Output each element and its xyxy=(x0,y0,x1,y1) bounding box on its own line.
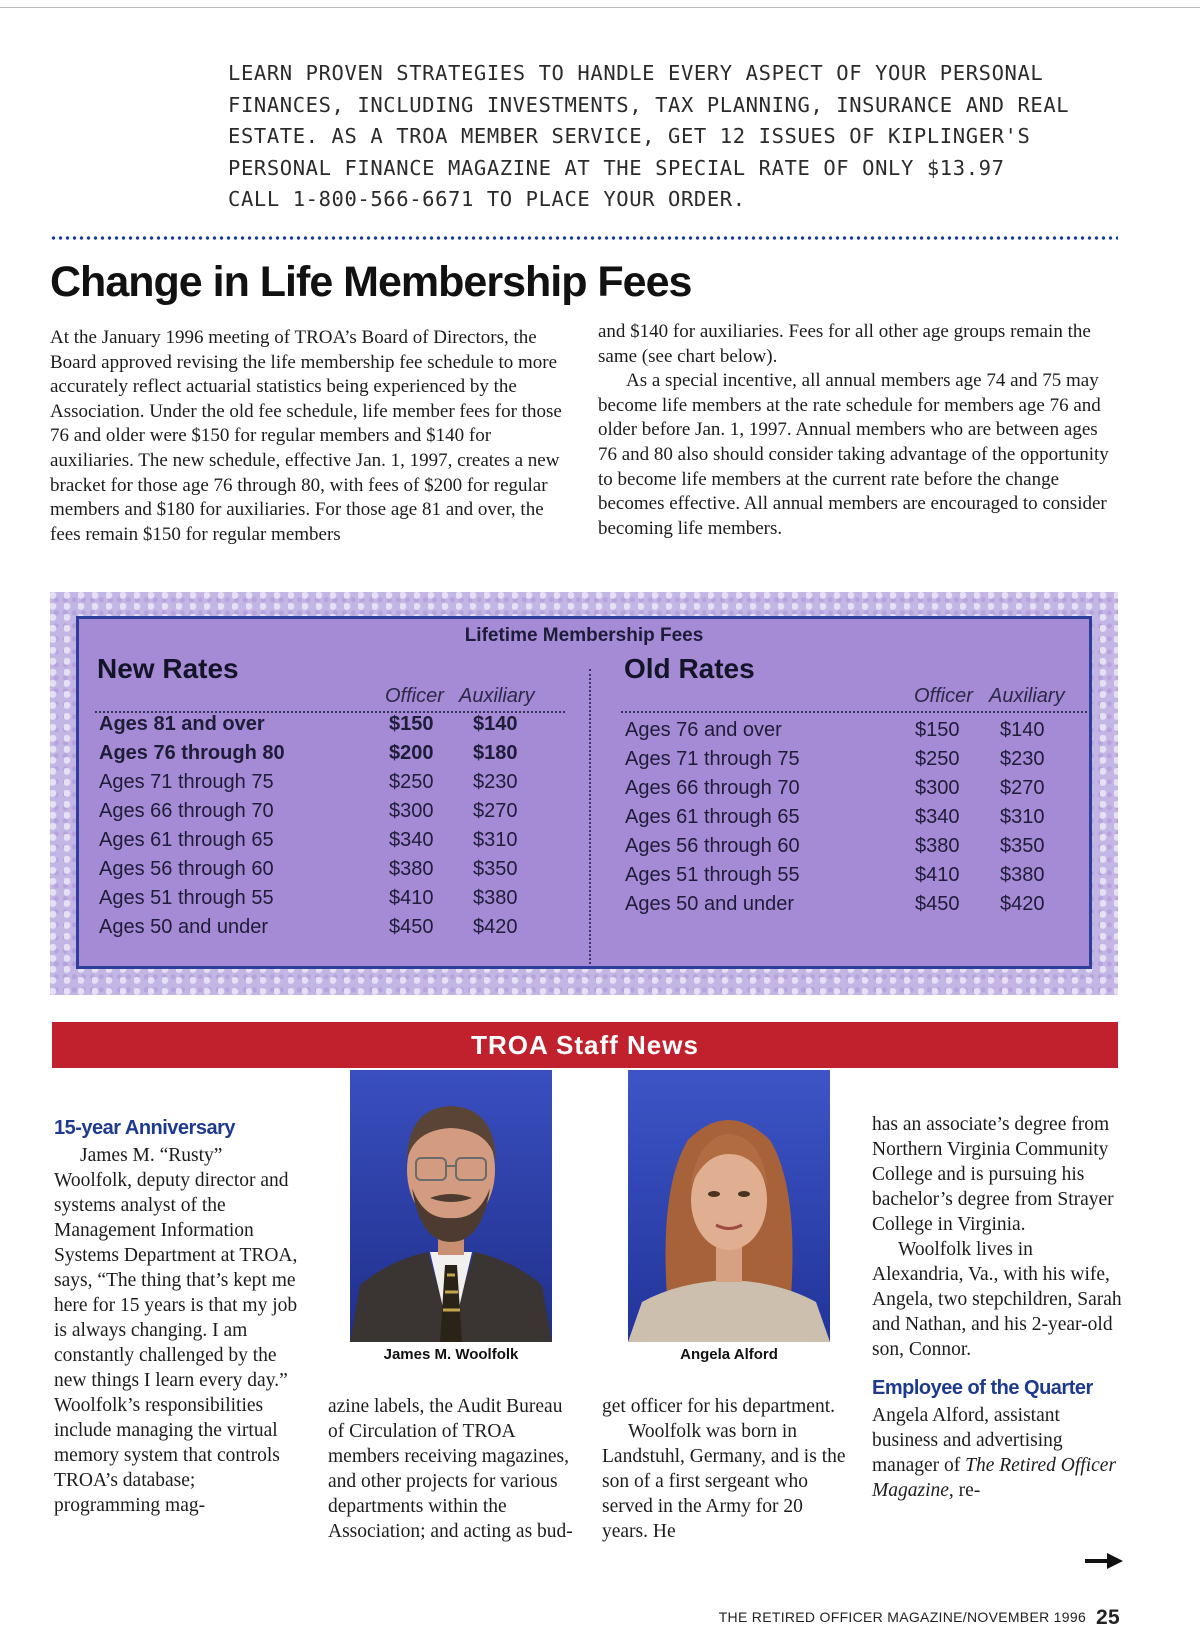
new-officer-header: Officer xyxy=(385,685,444,707)
fee-officer-value: $200 xyxy=(389,742,434,764)
fee-officer-value: $380 xyxy=(389,858,434,880)
fee-age-label: Ages 66 through 70 xyxy=(99,800,274,822)
magazine-title: The Retired Officer Magazine xyxy=(872,1455,1117,1501)
promo-line: PERSONAL FINANCE MAGAZINE AT THE SPECIAL RATE OF ONLY $13.97 xyxy=(228,155,1005,180)
fee-officer-value: $450 xyxy=(915,893,960,915)
fee-age-label: Ages 61 through 65 xyxy=(625,806,800,828)
new-auxiliary-header: Auxiliary xyxy=(459,685,535,707)
fee-auxiliary-value: $140 xyxy=(1000,719,1045,741)
fee-row xyxy=(625,835,1091,864)
fee-officer-value: $410 xyxy=(915,864,960,886)
fee-row xyxy=(625,806,1091,835)
fee-age-label: Ages 76 and over xyxy=(625,719,782,741)
fee-row xyxy=(625,719,1091,748)
fee-officer-value: $150 xyxy=(389,713,434,735)
page-footer xyxy=(719,1606,1120,1630)
fee-age-label: Ages 50 and under xyxy=(99,916,269,938)
staff-column-4 xyxy=(872,1112,1122,1503)
fee-age-label: Ages 71 through 75 xyxy=(625,748,800,770)
fee-auxiliary-value: $350 xyxy=(473,858,518,880)
staff-paragraph: Woolfolk was born in Landstuhl, Germany, and is the son of a first sergeant who served in the Army for 20 years. He xyxy=(602,1421,846,1542)
fee-officer-value: $380 xyxy=(915,835,960,857)
fee-row xyxy=(99,800,569,829)
fee-row xyxy=(625,777,1091,806)
employee-quarter-subhead: Employee of the Quarter xyxy=(872,1377,1093,1399)
fee-age-label: Ages 76 through 80 xyxy=(99,742,285,764)
fee-age-label: Ages 71 through 75 xyxy=(99,771,274,793)
fee-auxiliary-value: $420 xyxy=(473,916,518,938)
promo-line: CALL 1-800-566-6671 TO PLACE YOUR ORDER. xyxy=(228,187,746,211)
fee-officer-value: $250 xyxy=(915,748,960,770)
fee-row xyxy=(99,916,569,945)
old-header-rule xyxy=(621,711,1087,713)
fee-officer-value: $340 xyxy=(915,806,960,828)
fee-auxiliary-value: $310 xyxy=(473,829,518,851)
article-paragraph: At the January 1996 meeting of TROA’s Board of Directors, the Board approved revising the life membership fee schedule to more accurately reflect actuarial statistics being experienced by the Association. Under the old fee schedule, life member fees for those 76 and older were $150 for regular members and $140 for auxiliaries. The new schedule, effective Jan. 1, 1997, creates a new bracket for those age 76 through 80, with fees of $200 for regular members and $180 for auxiliaries. For those age 81 and over, the fees remain $150 for regular members xyxy=(50,327,562,545)
article-paragraph: As a special incentive, all annual members age 74 and 75 may become life members at the rate schedule for members age 76 and older before Jan. 1, 1997. Annual members who are between ages 76 and 80 also should consider taking advantage of the opportunity to become life members at the current rate before the change becomes effective. All annual members are encouraged to consider becoming life members. xyxy=(598,370,1109,539)
fee-auxiliary-value: $230 xyxy=(473,771,518,793)
fee-officer-value: $150 xyxy=(915,719,960,741)
woolfolk-caption: James M. Woolfolk xyxy=(383,1346,519,1363)
fee-row xyxy=(99,771,569,800)
article-headline: Change in Life Membership Fees xyxy=(50,258,692,306)
fee-row xyxy=(625,864,1091,893)
article-right-column xyxy=(598,320,1116,541)
fees-table-title: Lifetime Membership Fees xyxy=(464,625,704,646)
article-paragraph: and $140 for auxiliaries. Fees for all other age groups remain the same (see chart below). xyxy=(598,321,1091,367)
fee-row xyxy=(99,742,569,771)
fee-age-label: Ages 51 through 55 xyxy=(99,887,274,909)
fee-age-label: Ages 81 and over xyxy=(99,713,265,735)
footer-publication: THE RETIRED OFFICER MAGAZINE/NOVEMBER 1996 xyxy=(718,1609,1087,1625)
fee-age-label: Ages 61 through 65 xyxy=(99,829,274,851)
staff-column-3 xyxy=(602,1394,852,1544)
fee-row xyxy=(625,893,1091,922)
fee-auxiliary-value: $380 xyxy=(473,887,518,909)
fee-officer-value: $300 xyxy=(915,777,960,799)
fee-row xyxy=(99,829,569,858)
fees-table-frame xyxy=(50,592,1118,995)
staff-paragraph: James M. “Rusty” Woolfolk, deputy director and systems analyst of the Management Information Systems Department at TROA, says, “The thing that’s kept me here for 15 years is that my job is always changing. I am constantly challenged by the new things I learn every day.” Woolfolk’s responsibilities include managing the virtual memory system that controls TROA’s database; programming mag- xyxy=(54,1145,298,1516)
old-officer-header: Officer xyxy=(914,685,973,707)
fee-auxiliary-value: $380 xyxy=(1000,864,1045,886)
anniversary-subhead: 15-year Anniversary xyxy=(54,1117,235,1139)
new-rates-rows xyxy=(99,713,569,945)
staff-paragraph: Woolfolk lives in Alexandria, Va., with his wife, Angela, two stepchildren, Sarah and Nathan, and his 2-year-old son, Connor. xyxy=(872,1239,1122,1360)
promo-line: ESTATE. AS A TROA MEMBER SERVICE, GET 12 ISSUES OF KIPLINGER'S xyxy=(228,124,1031,148)
woolfolk-photo xyxy=(350,1070,552,1342)
kiplinger-promo xyxy=(228,58,1128,216)
fee-row xyxy=(99,858,569,887)
promo-line: LEARN PROVEN STRATEGIES TO HANDLE EVERY ASPECT OF YOUR PERSONAL xyxy=(228,61,1044,85)
old-rates-rows xyxy=(625,719,1091,922)
fee-officer-value: $410 xyxy=(389,887,434,909)
fee-auxiliary-value: $140 xyxy=(473,713,518,735)
fee-auxiliary-value: $230 xyxy=(1000,748,1045,770)
staff-paragraph: get officer for his department. xyxy=(602,1396,836,1417)
fee-auxiliary-value: $310 xyxy=(1000,806,1045,828)
continue-arrow-icon xyxy=(1085,1552,1125,1575)
old-rates-heading: Old Rates xyxy=(624,653,755,684)
fee-auxiliary-value: $180 xyxy=(473,742,518,764)
fee-auxiliary-value: $350 xyxy=(1000,835,1045,857)
fee-officer-value: $450 xyxy=(389,916,434,938)
alford-photo xyxy=(628,1070,830,1342)
fee-officer-value: $300 xyxy=(389,800,434,822)
page-top-rule xyxy=(0,0,1200,8)
old-auxiliary-header: Auxiliary xyxy=(989,685,1065,707)
page-number: 25 xyxy=(1096,1606,1120,1629)
fee-auxiliary-value: $270 xyxy=(1000,777,1045,799)
fee-auxiliary-value: $270 xyxy=(473,800,518,822)
new-rates-heading: New Rates xyxy=(97,653,239,684)
fee-row xyxy=(99,887,569,916)
fee-officer-value: $340 xyxy=(389,829,434,851)
alford-caption: Angela Alford xyxy=(680,1346,778,1363)
fee-age-label: Ages 50 and under xyxy=(625,893,795,915)
paragraph-text: Angela Alford, assistant business and advertising manager of xyxy=(872,1405,1063,1476)
staff-paragraph: has an associate’s degree from Northern Virginia Community College and is pursuing his bachelor’s degree from Strayer College in Virginia. xyxy=(872,1114,1114,1235)
fee-age-label: Ages 66 through 70 xyxy=(625,777,800,799)
fee-auxiliary-value: $420 xyxy=(1000,893,1045,915)
promo-line: FINANCES, INCLUDING INVESTMENTS, TAX PLANNING, INSURANCE AND REAL xyxy=(228,92,1070,117)
staff-column-1 xyxy=(54,1116,304,1518)
staff-column-2 xyxy=(328,1394,578,1544)
fee-age-label: Ages 56 through 60 xyxy=(625,835,800,857)
table-column-divider xyxy=(589,669,591,964)
fee-row xyxy=(625,748,1091,777)
paragraph-text: , re- xyxy=(948,1480,981,1501)
staff-paragraph xyxy=(872,1403,1122,1503)
staff-news-banner: TROA Staff News xyxy=(52,1022,1118,1068)
fee-age-label: Ages 56 through 60 xyxy=(99,858,274,880)
fee-row xyxy=(99,713,569,742)
dotted-divider xyxy=(50,236,1118,240)
fees-table xyxy=(76,616,1092,969)
fee-age-label: Ages 51 through 55 xyxy=(625,864,800,886)
article-left-column xyxy=(50,326,570,547)
staff-paragraph: azine labels, the Audit Bureau of Circulation of TROA members receiving magazines, and other projects for various departments within the Association; and acting as bud- xyxy=(328,1396,573,1542)
fee-officer-value: $250 xyxy=(389,771,434,793)
